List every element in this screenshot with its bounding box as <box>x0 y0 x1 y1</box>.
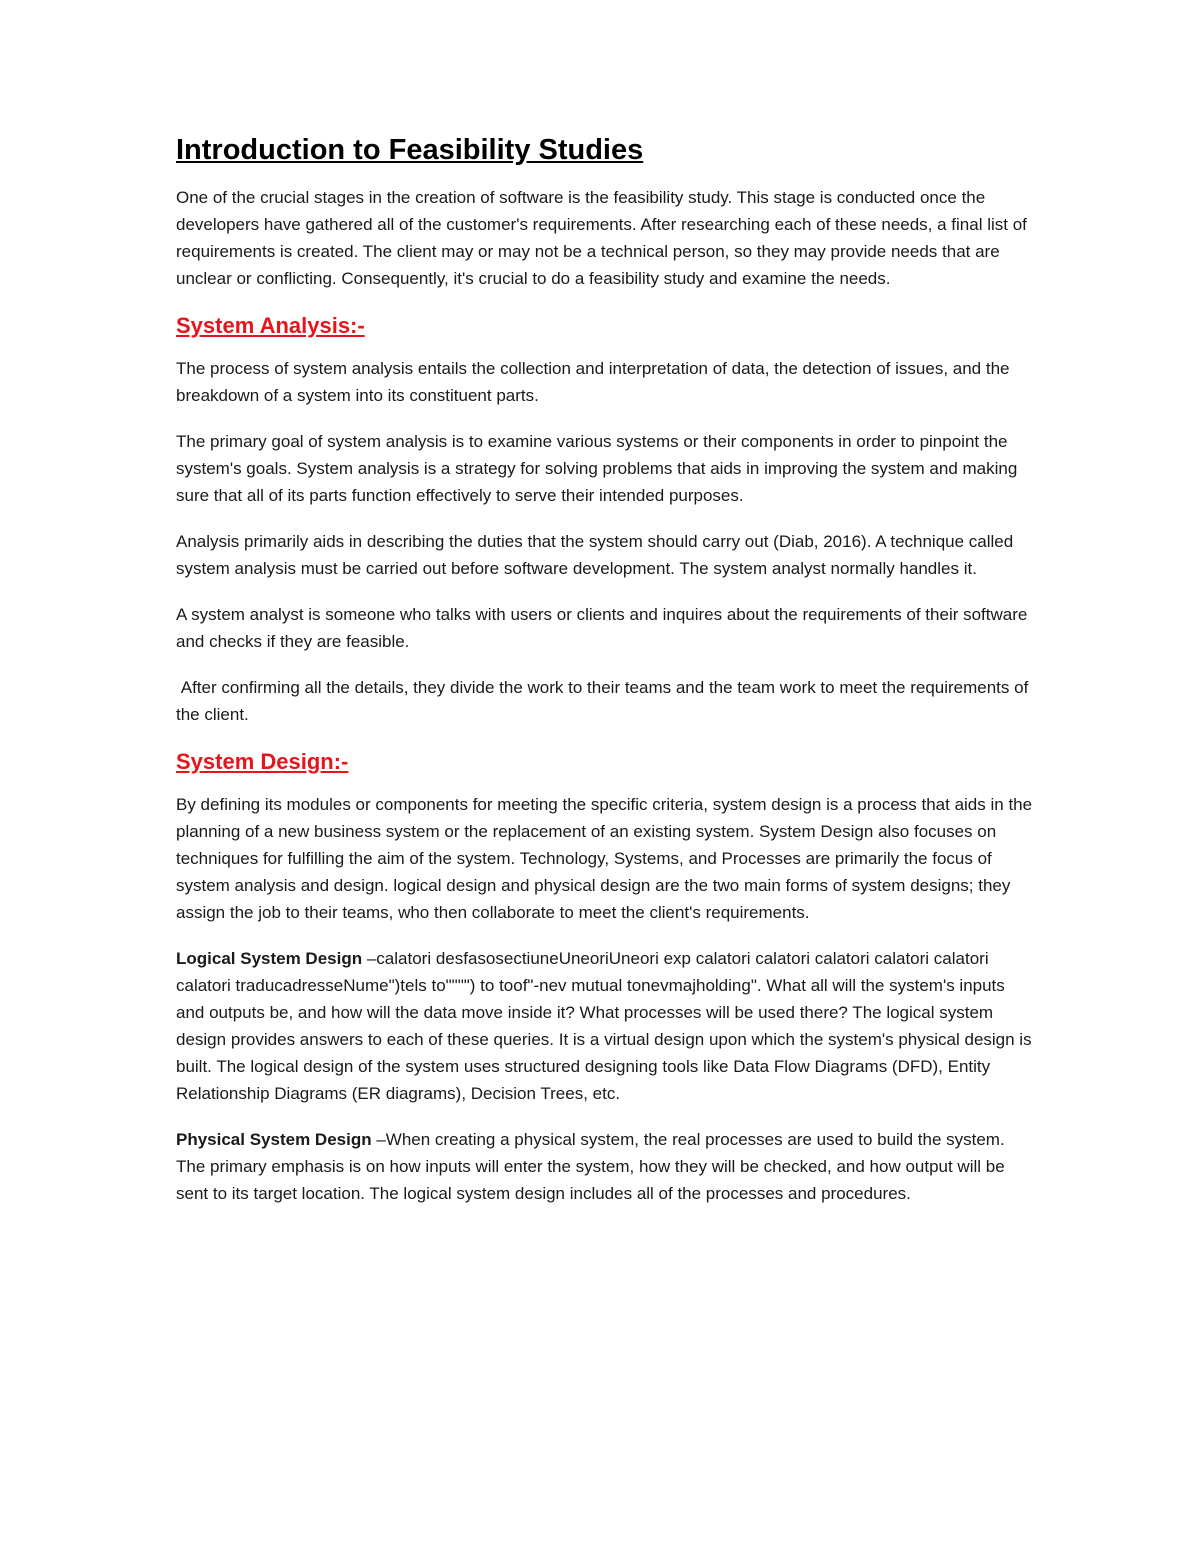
physical-design-text: –When creating a physical system, the real processes are used to build the system. The primary emphasis is on how inputs will enter the system, how they will be checked, and how output will be sent to its target location. The logical system design includes all of the processes and procedures. <box>176 1130 1005 1203</box>
logical-design-paragraph <box>176 945 1036 1107</box>
section-heading-system-analysis: System Analysis:- <box>176 313 365 338</box>
physical-design-paragraph <box>176 1126 1036 1207</box>
document-page <box>176 130 1036 1226</box>
intro-paragraph: One of the crucial stages in the creation of software is the feasibility study. This stage is conducted once the developers have gathered all of the customer's requirements. After researching each of these needs, a final list of requirements is created. The client may or may not be a technical person, so they may provide needs that are unclear or conflicting. Consequently, it's crucial to do a feasibility study and examine the needs. <box>176 188 1027 288</box>
analysis-paragraph-3: Analysis primarily aids in describing the duties that the system should carry out (Diab, 2016). A technique called system analysis must be carried out before software development. The system analyst normally handles it. <box>176 532 1014 578</box>
logical-design-text: –calatori desfasosectiuneUneoriUneori exp calatori calatori calatori calatori calatori calatori traducadresseNume")tels to"""") to toof"-nev mutual tonevmajholding". What all will the system's inputs and outputs be, and how will the data move inside it? What processes will be used there? The logical system design provides answers to each of these queries. It is a virtual design upon which the system's physical design is built. The logical design of the system uses structured designing tools like Data Flow Diagrams (DFD), Entity Relationship Diagrams (ER diagrams), Decision Trees, etc. <box>176 949 1032 1103</box>
analysis-paragraph-2: The primary goal of system analysis is to examine various systems or their components in order to pinpoint the system's goals. System analysis is a strategy for solving problems that aids in improving the system and making sure that all of its parts function effectively to serve their intended purposes. <box>176 432 1018 505</box>
analysis-paragraph-5: After confirming all the details, they divide the work to their teams and the team work to meet the requirements of the client. <box>176 678 1034 724</box>
section-heading-system-design: System Design:- <box>176 749 349 774</box>
logical-design-term: Logical System Design <box>176 949 363 968</box>
physical-design-term: Physical System Design <box>176 1130 372 1149</box>
design-intro-paragraph: By defining its modules or components for meeting the specific criteria, system design is a process that aids in the planning of a new business system or the replacement of an existing system. System Design also focuses on techniques for fulfilling the aim of the system. Technology, Systems, and Processes are primarily the focus of system analysis and design. logical design and physical design are the two main forms of system designs; they assign the job to their teams, who then collaborate to meet the client's requirements. <box>176 795 1033 922</box>
analysis-paragraph-1: The process of system analysis entails the collection and interpretation of data, the detection of issues, and the breakdown of a system into its constituent parts. <box>176 359 1010 405</box>
analysis-paragraph-4: A system analyst is someone who talks with users or clients and inquires about the requirements of their software and checks if they are feasible. <box>176 605 1028 651</box>
page-title: Introduction to Feasibility Studies <box>176 134 644 166</box>
